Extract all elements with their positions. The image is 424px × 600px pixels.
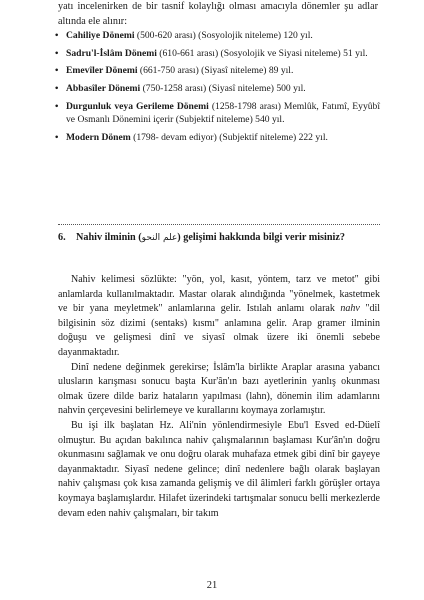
period-detail: (1258-1798 arası) Memlûk, Fatımî, Eyyûbî ve Osmanlı Dönemini içerir (Subjektif niteleme) 540 yıl.: [66, 100, 381, 126]
bullet-icon: •: [55, 83, 59, 95]
bullet-icon: •: [55, 47, 59, 59]
period-name: Cahiliye Dönemi: [66, 30, 135, 41]
page-number: 21: [206, 580, 218, 591]
question-number: 6.: [58, 232, 66, 243]
paragraph: [58, 273, 380, 361]
paragraph: Bu işi ilk başlatan Hz. Ali'nin yönlendirmesiyle Ebu'l Esved ed-Düelî olmuştur. Bu açıdan bakılınca nahiv çalışmalarının başlaması Kur'ân'ın doğru okunmasını sağlamak ve onu doğru olarak muhafaza etmek gibi dinî bir gayeye dayanmaktadır. Siyasî nedene gelince; dinî nedenlere bağlı olarak başlayan nahiv çalışması çok kısa zamanda gelişmiş ve dil âlimleri farklı görüşler ortaya koymaya başlamışlardır. Hilafet üzerindeki tartışmalar sonucu belli merkezlerde devam eden nahiv çalışmaları, bir takım: [58, 419, 380, 519]
answer-body: [58, 273, 380, 521]
bullet-icon: •: [55, 65, 59, 77]
period-list: [52, 29, 380, 148]
list-item: [52, 82, 380, 95]
paragraph-text: Nahiv kelimesi sözlükte: "yön, yol, kasıt, yöntem, tarz ve metot" gibi anlamlarda kullanılmaktadır. Mastar olarak alındığında "yönelmek, kastetmek ve bir yana meyletmek" anlamlarına gelir. Istılah anlamı olarak: [58, 274, 380, 315]
question-heading: [58, 231, 380, 246]
bullet-icon: •: [55, 131, 59, 143]
period-name: Modern Dönem: [66, 131, 131, 143]
list-item: [52, 64, 380, 77]
section-divider: [58, 224, 380, 225]
bullet-icon: •: [55, 100, 59, 112]
question-text-start: Nahiv ilminin (: [76, 232, 142, 243]
period-name: Sadru'l-İslâm Dönemi: [66, 47, 157, 59]
list-item: [52, 131, 380, 144]
list-item: [52, 47, 380, 60]
bullet-icon: •: [55, 30, 59, 41]
question-text: [76, 231, 380, 246]
paragraph-text: "dil bilgisinin söz dizimi (sentaks) kısmı" anlamına gelir. Arap gramer ilminin doğuşu ve gelişmesi dinî ve siyasî olmak üzere iki önemli sebebe dayanmaktadır.: [58, 303, 380, 358]
question-text-end: ) gelişimi hakkında bilgi verir misiniz?: [177, 232, 345, 243]
emphasized-term: nahv: [340, 303, 360, 315]
arabic-term: علم النحو: [141, 233, 178, 243]
period-detail: (661-750 arası) (Siyasî niteleme) 89 yıl.: [137, 65, 294, 77]
period-detail: (610-661 arası) (Sosyolojik ve Siyasi niteleme) 51 yıl.: [156, 47, 368, 59]
period-detail: (500-620 arası) (Sosyolojik niteleme) 120 yıl.: [134, 30, 313, 41]
paragraph: Dinî nedene değinmek gerekirse; İslâm'la birlikte Araplar arasına yabancı ulusların karışması sonucu başta Kur'ân'ın bazı ayetlerinin yanlış okunması olmak üzere dilde bariz hataların yapılması (lahn), dönemin ilim adamlarını nahvin çerçevesini belirlemeye ve kurallarını koymaya zorlamıştır.: [58, 361, 380, 417]
period-detail: (1798- devam ediyor) (Subjektif niteleme) 222 yıl.: [130, 131, 328, 143]
list-item: [52, 29, 380, 42]
list-item: [52, 100, 380, 126]
period-name: Durgunluk veya Gerileme Dönemi: [66, 100, 209, 112]
period-detail: (750-1258 arası) (Siyasî niteleme) 500 yıl.: [140, 83, 306, 95]
intro-text: yatı incelenirken de bir tasnif kolaylığı olması amacıyla dönemler şu adlar altında ele alınır:: [58, 1, 378, 27]
period-name: Abbasîler Dönemi: [66, 83, 141, 95]
period-name: Emevîler Dönemi: [66, 65, 138, 77]
